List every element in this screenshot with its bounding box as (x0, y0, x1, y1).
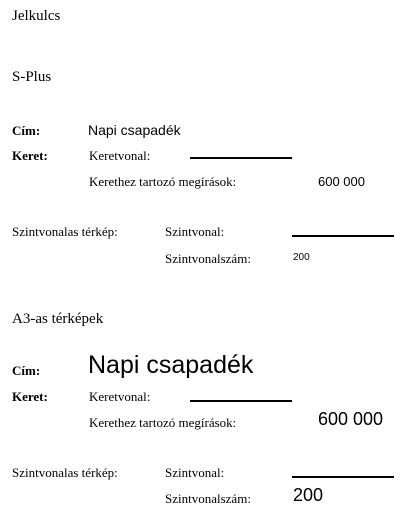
szintvonal-sample-line (292, 235, 394, 237)
szintvonalszam-label: Szintvonalszám: (165, 491, 251, 506)
szintvonalas-label: Szintvonalas térkép: (12, 465, 118, 480)
szintvonalszam-value: 200 (293, 485, 324, 505)
page-title: Jelkulcs (12, 8, 61, 24)
szintvonal-sample-line (292, 476, 394, 478)
szintvonal-label: Szintvonal: (165, 224, 225, 239)
cim-value: Napi csapadék (88, 122, 181, 138)
cim-label: Cím: (12, 123, 41, 138)
szintvonalszam-value: 200 (293, 252, 310, 263)
kerethez-label: Kerethez tartozó megírások: (89, 415, 237, 430)
keretvonal-sample-line (190, 400, 292, 402)
keretvonal-label: Keretvonal: (89, 148, 151, 163)
cim-label: Cím: (12, 363, 41, 378)
szintvonal-label: Szintvonal: (165, 465, 225, 480)
keretvonal-sample-line (190, 157, 292, 159)
kerethez-value: 600 000 (318, 409, 384, 429)
keretvonal-label: Keretvonal: (89, 389, 151, 404)
section-heading-s-plus: S-Plus (12, 69, 52, 85)
keret-label: Keret: (12, 148, 48, 163)
kerethez-value: 600 000 (318, 174, 365, 189)
keret-label: Keret: (12, 389, 48, 404)
cim-value: Napi csapadék (88, 351, 254, 379)
szintvonalszam-label: Szintvonalszám: (165, 251, 251, 266)
section-heading-a3: A3-as térképek (12, 311, 104, 327)
kerethez-label: Kerethez tartozó megírások: (89, 174, 237, 189)
szintvonalas-label: Szintvonalas térkép: (12, 224, 118, 239)
